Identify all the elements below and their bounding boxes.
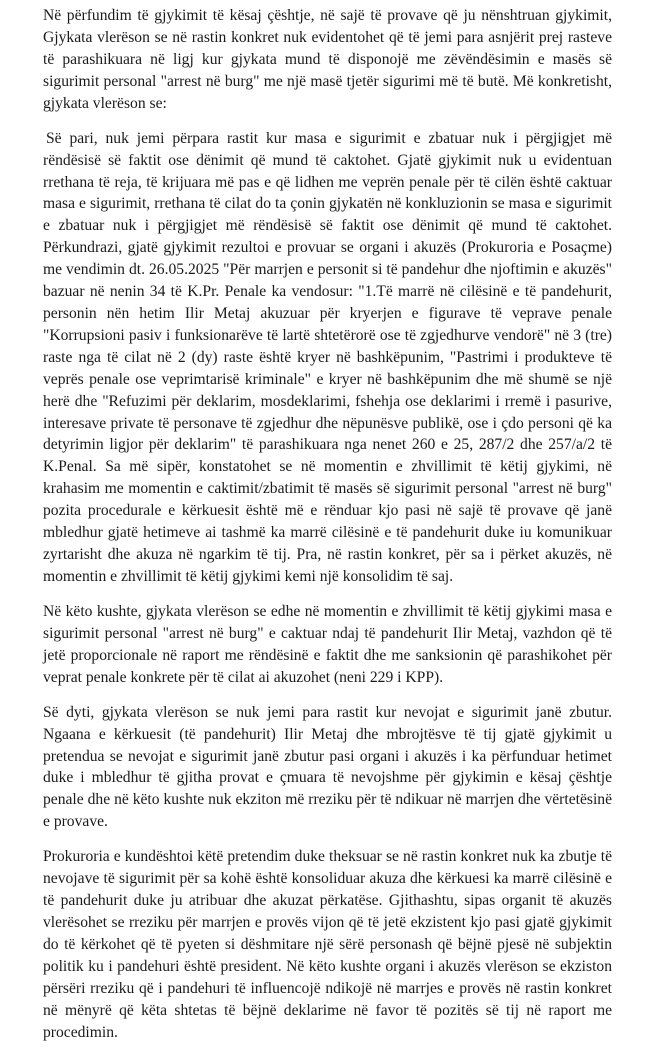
paragraph-second-point: Së dyti, gjykata vlerëson se nuk jemi para rastit kur nevojat e sigurimit janë zbutur. Ngaana e kërkuesit (të pandehurit) Ilir Metaj dhe mbrojtësve të tij gjatë gjykimit u pretendua se nevojat e sigurimit janë zbutur pasi organi i akuzës i ka përfunduar hetimet duke i mbledhur të gjitha provat e çmuara të nevojshme për gjykimin e kësaj çështje penale dhe në këto kushte nuk ekziton më rreziku për të ndikuar në marrjen dhe vërtetësinë e provave. [43, 703, 612, 831]
paragraph-first-point: Së pari, nuk jemi përpara rastit kur masa e sigurimit e zbatuar nuk i përgjigjet më rëndësisë së faktit ose dënimit që mund të caktohet. Gjatë gjykimit nuk u evidentuan rrethana të reja, të krijuara më pas e që lidhen me veprën penale për të cilën është caktuar masa e sigurimit, rrethana të cilat do ta çonin gjykatën në konkluzionin se masa e sigurimit e zbatuar nuk i përgjigjet më rëndësisë së faktit ose dënimit që mund të caktohet. Përkundrazi, gjatë gjykimit rezultoi e provuar se organi i akuzës (Prokuroria e Posaçme) me vendimin dt. 26.05.2025 "Për marrjen e personit si të pandehur dhe njoftimin e akuzës" bazuar në nenin 34 të K.Pr. Penale ka vendosur: "1.Të marrë në cilësinë e të pandehurit, personin nën hetim Ilir Metaj akuzuar për kryerjen e figurave të veprave penale "Korrupsioni pasiv i funksionarëve të lartë shtetërorë ose të zgjedhurve vendorë" në 3 (tre) raste nga të cilat në 2 (dy) raste është kryer në bashkëpunim, "Pastrimi i produkteve të veprës penale ose veprimtarisë kriminale" e kryer në bashkëpunim dhe më shumë se një herë dhe "Refuzimi për deklarim, mosdeklarimi, fshehja ose deklarimi i rremë i pasurive, interesave private të personave të zgjedhur dhe nëpunësve publikë, ose i çdo personi që ka detyrimin ligjor për deklarim" të parashikuara nga nenet 260 e 25, 287/2 dhe 257/a/2 të K.Penal. Sa më sipër, konstatohet se në momentin e zhvillimit të këtij gjykimi, në krahasim me momentin e caktimit/zbatimit të masës së sigurimit personal "arrest në burg" pozita procedurale e kërkuesit është më e rënduar kjo pasi në sajë të provave që janë mbledhur gjatë hetimeve ai tashmë ka marrë cilësinë e të pandehurit duke iu komunikuar zyrtarisht dhe akuza në ngarkim të tij. Pra, në rastin konkret, për sa i përket akuzës, në momentin e zhvillimit të këtij gjykimi kemi një konsolidim të saj. [43, 129, 612, 585]
document-body [43, 5, 612, 1057]
paragraph-conclusion: Në përfundim të gjykimit të kësaj çështje, në sajë të provave që ju nënshtruan gjykimit, Gjykata vlerëson se në rastin konkret nuk evidentohet që të jemi para asnjërit prej rasteve të parashikuara në ligj kur gjykata mund të disponojë me zëvëndësimin e masës së sigurimit personal "arrest në burg" me një masë tjetër sigurimi më të butë. Më konkretisht, gjykata vlerëson se: [43, 7, 612, 112]
paragraph-prosecution-response: Prokuroria e kundështoi këtë pretendim duke theksuar se në rastin konkret nuk ka zbutje të nevojave të sigurimit për sa kohë është konsoliduar akuza dhe kërkuesi ka marrë cilësinë e të pandehurit duke ju atribuar dhe akuzat përkatëse. Gjithashtu, sipas organit të akuzës vlerësohet se rreziku për marrjen e provës vijon që të jetë ekzistent kjo pasi gjatë gjykimit do të kërkohet që të pyeten si dëshmitare një sërë personash që bëjnë pjesë në subjektin politik ku i pandehuri është president. Në këto kushte organi i akuzës vlerëson se ekziston përsëri rreziku që i pandehuri të influencojë ndikojë në marrjes e provës në rastin konkret në mënyrë që këta shtetas të bëjnë deklarime në favor të pozitës së tij në raport me procedimin. [43, 848, 612, 1041]
paragraph-proportionality: Në këto kushte, gjykata vlerëson se edhe në momentin e zhvillimit të këtij gjykimi masa e sigurimit personal "arrest në burg" e caktuar ndaj të pandehurit Ilir Metaj, vazhdon që të jetë proporcionale në raport me rëndësinë e faktit dhe me sanksionin që parashikohet për veprat penale konkrete për të cilat ai akuzohet (neni 229 i KPP). [43, 602, 612, 686]
